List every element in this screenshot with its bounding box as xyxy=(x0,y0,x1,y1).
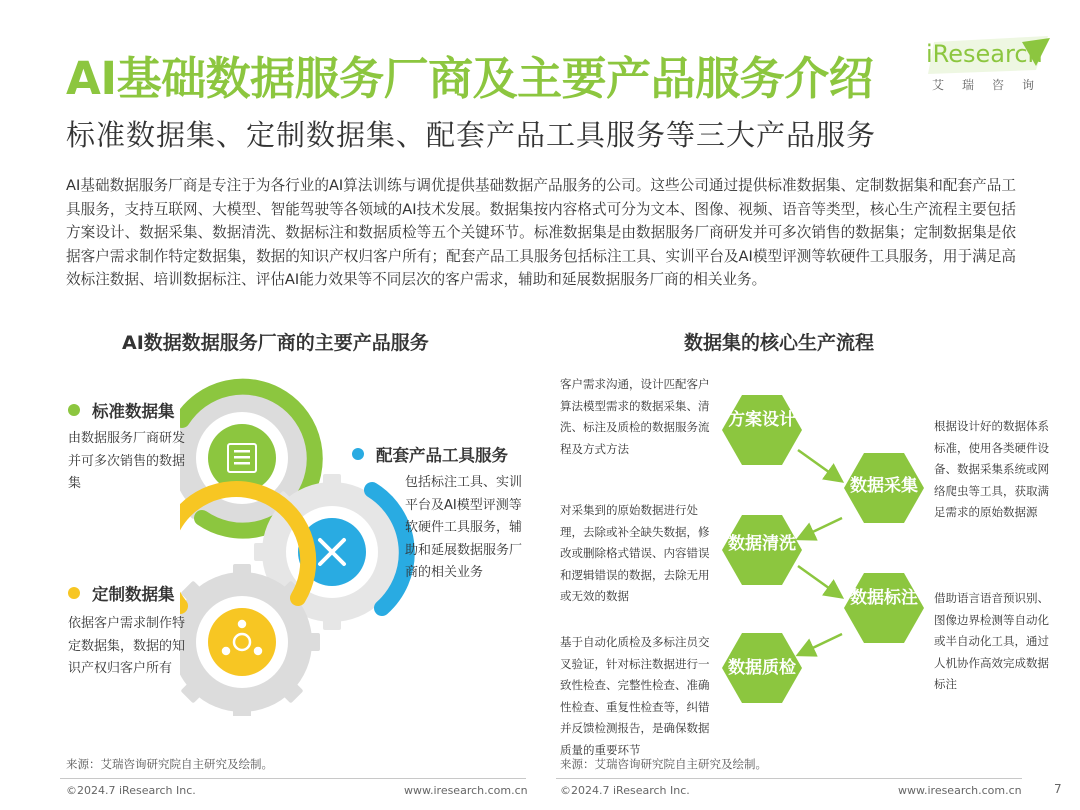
left-copyright: ©2024.7 iResearch Inc. xyxy=(66,784,196,797)
tool-service-bullet xyxy=(352,448,364,460)
tool-service-title: 配套产品工具服务 xyxy=(376,446,508,465)
page-number: 7 xyxy=(1054,782,1062,796)
right-footer-divider xyxy=(556,778,1022,779)
standard-dataset-text: 由数据服务厂商研发并可多次销售的数据集 xyxy=(68,431,186,491)
custom-dataset-title: 定制数据集 xyxy=(92,585,175,604)
logo-subtext: 艾瑞咨询 xyxy=(932,78,1053,92)
intro-paragraph: AI基础数据服务厂商是专注于为各行业的AI算法训练与调优提供基础数据产品服务的公司。这些公司通过提供标准数据集、定制数据集和配套产品工具服务，支持互联网、大模型、智能驾驶等各领域的AI技术发展。数据集按内容格式可分为文本、图像、视频、语音等类型，核心生产流程主要包括方案设计、数据采集、数据清洗、数据标注和数据质检等五个关键环节。标准数据集是由数据服务厂商研发并可多次销售的数据集；定制数据集是依据客户需求制作特定数据集，数据的知识产权归客户所有；配套产品工具服务包括标注工具、实训平台及AI模型评测等软硬件工具服务，用于满足高效标注数据、培训数据标注、评估AI能力效果等不同层次的客户需求，辅助和延展数据服务厂商的相关业务。 xyxy=(66,177,1016,289)
step-label-clean: 数据清洗 xyxy=(728,534,796,554)
standard-dataset-title: 标准数据集 xyxy=(92,402,175,421)
left-section-title: AI数据数据服务厂商的主要产品服务 xyxy=(122,332,429,354)
step-label-collect: 数据采集 xyxy=(850,476,918,496)
flow-arrow-2 xyxy=(800,518,842,538)
step-label-annotate: 数据标注 xyxy=(850,588,918,608)
flow-arrow-3 xyxy=(798,566,840,596)
right-source: 来源：艾瑞咨询研究院自主研究及绘制。 xyxy=(560,757,767,771)
custom-dataset-bullet xyxy=(68,587,80,599)
page-title: AI基础数据服务厂商及主要产品服务介绍 xyxy=(66,52,874,105)
flow-arrow-4 xyxy=(800,634,842,654)
right-url-link[interactable]: www.iresearch.com.cn xyxy=(898,784,1022,797)
flow-arrow-1 xyxy=(798,450,840,480)
step-desc-qc: 基于自动化质检及多标注员交叉验证，针对标注数据进行一致性检查、完整性检查、准确性检查、重复性检查等，纠错并反馈检测报告，是确保数据质量的重要环节 xyxy=(560,635,710,757)
custom-dataset-text: 依据客户需求制作特定数据集，数据的知识产权归客户所有 xyxy=(68,616,186,676)
logo-brand: iResearch xyxy=(926,40,1043,68)
standard-dataset-bullet xyxy=(68,404,80,416)
step-desc-annotate: 借助语言语音预识别、图像边界检测等自动化或半自动化工具，通过人机协作高效完成数据标注 xyxy=(934,591,1049,691)
left-url-link[interactable]: www.iresearch.com.cn xyxy=(404,784,528,797)
right-section-title: 数据集的核心生产流程 xyxy=(684,332,875,354)
step-desc-collect: 根据设计好的数据体系标准，使用各类硬件设备、数据采集系统或网络爬虫等工具，获取满足需求的原始数据源 xyxy=(934,419,1049,519)
tool-service-text: 包括标注工具、实训平台及AI模型评测等软硬件工具服务，辅助和延展数据服务厂商的相关业务 xyxy=(405,475,523,580)
left-source: 来源：艾瑞咨询研究院自主研究及绘制。 xyxy=(66,757,273,771)
right-copyright: ©2024.7 iResearch Inc. xyxy=(560,784,690,797)
iresearch-logo xyxy=(926,36,1052,96)
step-label-plan: 方案设计 xyxy=(728,410,796,430)
left-footer-divider xyxy=(60,778,526,779)
gears-illustration xyxy=(180,376,420,716)
step-desc-clean: 对采集到的原始数据进行处理，去除或补全缺失数据，修改或删除格式错误、内容错误和逻辑错误的数据，去除无用或无效的数据 xyxy=(560,503,710,603)
page-subtitle: 标准数据集、定制数据集、配套产品工具服务等三大产品服务 xyxy=(66,118,877,152)
step-desc-plan: 客户需求沟通，设计匹配客户算法模型需求的数据采集、清洗、标注及质检的数据服务流程及方式方法 xyxy=(560,377,710,456)
step-label-qc: 数据质检 xyxy=(728,658,796,678)
